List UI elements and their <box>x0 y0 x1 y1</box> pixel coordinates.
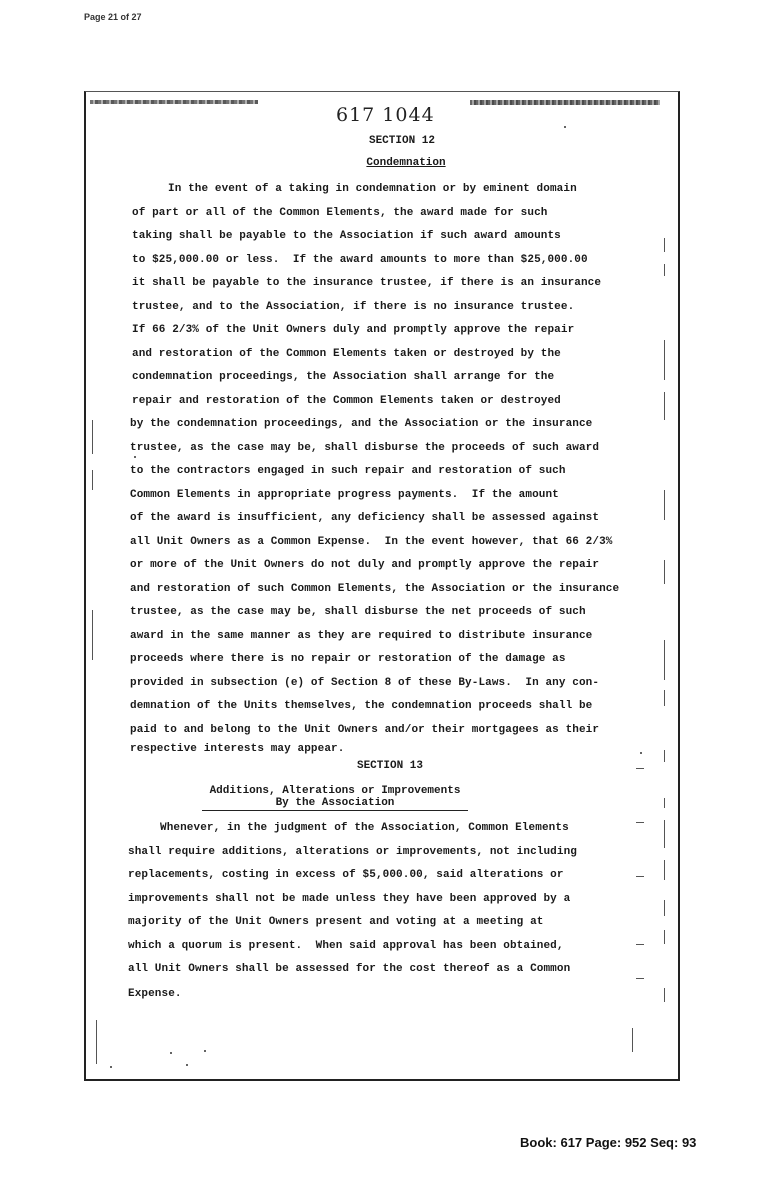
paragraph-line: it shall be payable to the insurance trustee, if there is an insurance <box>132 277 602 289</box>
paragraph-line: In the event of a taking in condemnation or by eminent domain <box>168 183 577 195</box>
scan-speck <box>564 126 566 128</box>
margin-mark <box>664 750 665 762</box>
scan-speck <box>640 752 642 754</box>
paragraph-line: trustee, as the case may be, shall disburse the proceeds of such award <box>130 442 600 454</box>
margin-mark <box>664 820 665 848</box>
scan-edge-artifact-left <box>90 100 258 104</box>
book-label: Book: <box>520 1135 557 1150</box>
paragraph-line: Common Elements in appropriate progress payments. If the amount <box>130 489 559 501</box>
margin-mark <box>664 392 665 420</box>
paragraph-line: trustee, and to the Association, if there is no insurance trustee. <box>132 301 575 313</box>
paragraph-line: and restoration of the Common Elements taken or destroyed by the <box>132 348 561 360</box>
paragraph-line: improvements shall not be made unless they have been approved by a <box>128 893 571 905</box>
paragraph-line: or more of the Unit Owners do not duly and promptly approve the repair <box>130 559 600 571</box>
scan-edge-artifact-right <box>470 100 660 105</box>
margin-mark <box>636 822 644 823</box>
paragraph-line: taking shall be payable to the Association if such award amounts <box>132 230 561 242</box>
paragraph-line: shall require additions, alterations or improvements, not including <box>128 846 577 858</box>
margin-mark <box>92 470 93 490</box>
scan-speck <box>134 456 136 458</box>
section-13-title: Additions, Alterations or Improvements By the Association <box>202 785 468 811</box>
book-page-stamp: 617 1044 <box>336 104 435 126</box>
paragraph-line: Expense. <box>128 988 182 1000</box>
margin-mark <box>664 860 665 880</box>
paragraph-line: of the award is insufficient, any deficiency shall be assessed against <box>130 512 600 524</box>
scan-speck <box>110 1066 112 1068</box>
section-13-heading: SECTION 13 <box>356 760 423 772</box>
paragraph-line: all Unit Owners as a Common Expense. In the event however, that 66 2/3% <box>130 536 613 548</box>
paragraph-line: majority of the Unit Owners present and voting at a meeting at <box>128 916 544 928</box>
paragraph-line: If 66 2/3% of the Unit Owners duly and promptly approve the repair <box>132 324 575 336</box>
paragraph-line: respective interests may appear. <box>130 743 345 755</box>
paragraph-line: all Unit Owners shall be assessed for the cost thereof as a Common <box>128 963 571 975</box>
book-number: 617 <box>560 1135 583 1150</box>
seq-label: Seq: <box>650 1135 679 1150</box>
margin-mark <box>664 988 665 1002</box>
paragraph-line: condemnation proceedings, the Association shall arrange for the <box>132 371 555 383</box>
seq-number: 93 <box>681 1135 697 1150</box>
margin-mark <box>664 340 665 380</box>
paragraph-line: trustee, as the case may be, shall disburse the net proceeds of such <box>130 606 586 618</box>
paragraph-line: Whenever, in the judgment of the Association, Common Elements <box>160 822 569 834</box>
paragraph-line: demnation of the Units themselves, the condemnation proceeds shall be <box>130 700 593 712</box>
page-counter: Page 21 of 27 <box>84 12 142 22</box>
paragraph-line: by the condemnation proceedings, and the Association or the insurance <box>130 418 593 430</box>
margin-mark <box>664 690 665 706</box>
book-page-seq-footer <box>520 1135 696 1150</box>
margin-mark <box>92 610 93 660</box>
paragraph-line: proceeds where there is no repair or restoration of the damage as <box>130 653 566 665</box>
paragraph-line: of part or all of the Common Elements, the award made for such <box>132 207 548 219</box>
paragraph-line: paid to and belong to the Unit Owners and/or their mortgagees as their <box>130 724 600 736</box>
margin-mark <box>92 420 93 454</box>
scan-speck <box>170 1052 172 1054</box>
section-12-heading: SECTION 12 <box>368 135 435 147</box>
section-12-title: Condemnation <box>366 157 446 169</box>
margin-mark <box>664 798 665 808</box>
page-label: Page: <box>585 1135 622 1150</box>
paragraph-line: replacements, costing in excess of $5,000.00, said alterations or <box>128 869 564 881</box>
margin-mark <box>636 978 644 979</box>
margin-mark <box>664 930 665 944</box>
margin-mark <box>664 640 665 680</box>
margin-mark <box>664 560 665 584</box>
paragraph-line: to $25,000.00 or less. If the award amounts to more than $25,000.00 <box>132 254 588 266</box>
paragraph-line: to the contractors engaged in such repair and restoration of such <box>130 465 566 477</box>
paragraph-line: award in the same manner as they are required to distribute insurance <box>130 630 593 642</box>
paragraph-line: repair and restoration of the Common Elements taken or destroyed <box>132 395 561 407</box>
margin-mark <box>664 238 665 252</box>
paragraph-line: which a quorum is present. When said approval has been obtained, <box>128 940 564 952</box>
scan-speck <box>186 1064 188 1066</box>
margin-mark <box>664 264 665 276</box>
margin-mark <box>664 490 665 520</box>
scan-speck <box>204 1050 206 1052</box>
margin-mark <box>96 1020 97 1064</box>
margin-mark <box>636 944 644 945</box>
margin-mark <box>664 900 665 916</box>
paragraph-line: provided in subsection (e) of Section 8 of these By-Laws. In any con- <box>130 677 600 689</box>
page-number: 952 <box>624 1135 647 1150</box>
margin-mark <box>636 876 644 877</box>
margin-mark <box>632 1028 633 1052</box>
margin-mark <box>636 768 644 769</box>
paragraph-line: and restoration of such Common Elements, the Association or the insurance <box>130 583 620 595</box>
